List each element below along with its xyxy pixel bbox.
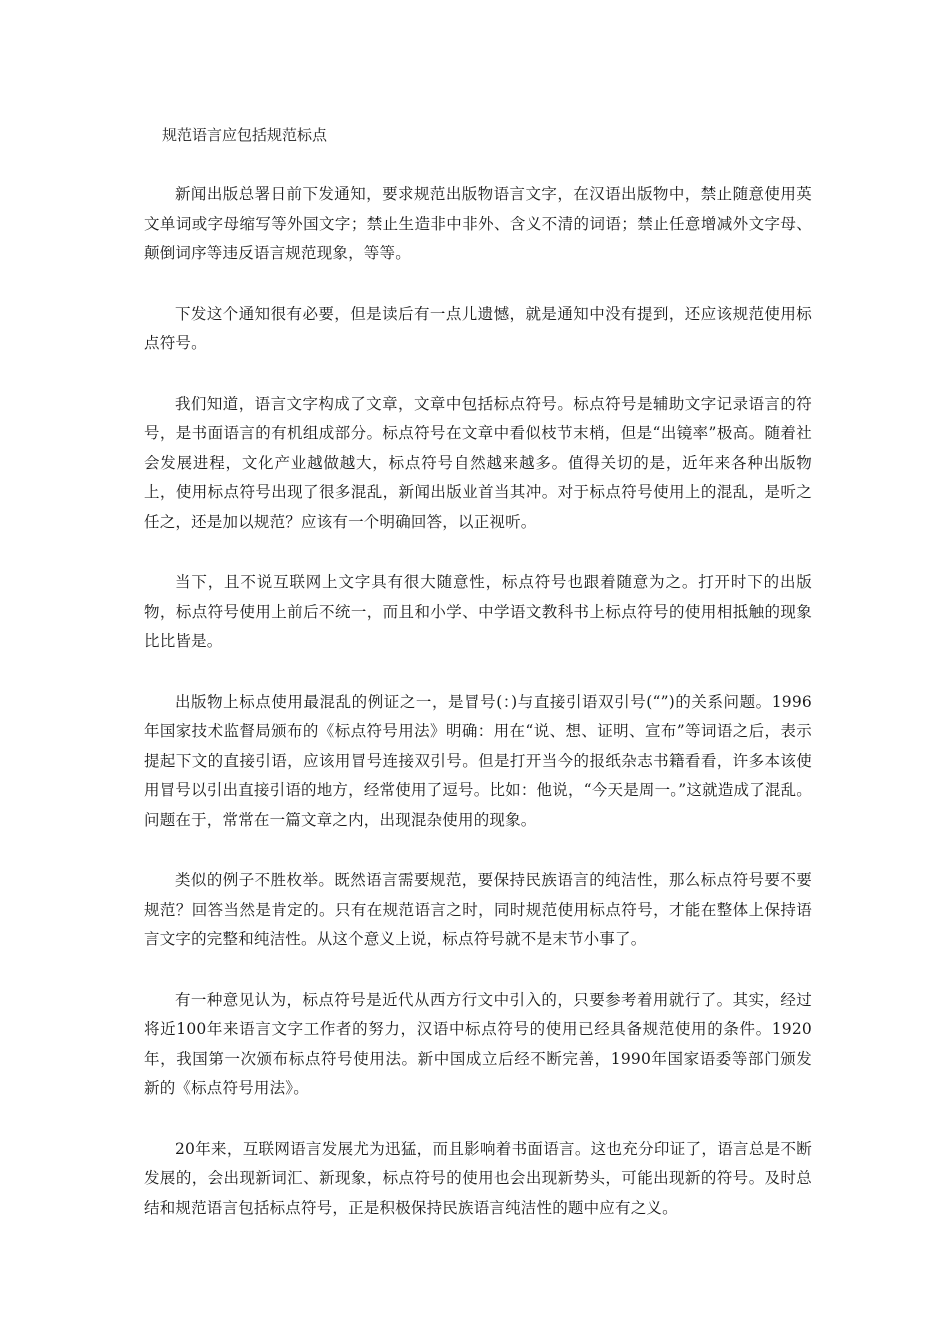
paragraph-3: 我们知道，语言文字构成了文章，文章中包括标点符号。标点符号是辅助文字记录语言的符号，是书面语言的有机组成部分。标点符号在文章中看似枝节末梢，但是“出镜率”极高。随着社会发展进程，文化产业越做越大，标点符号自然越来越多。值得关切的是，近年来各种出版物上，使用标点符号出现了很多混乱，新闻出版业首当其冲。对于标点符号使用上的混乱，是听之任之，还是加以规范？应该有一个明确回答，以正视听。 <box>144 394 812 531</box>
paragraph-6: 类似的例子不胜枚举。既然语言需要规范，要保持民族语言的纯洁性，那么标点符号要不要规范？回答当然是肯定的。只有在规范语言之时，同时规范使用标点符号，才能在整体上保持语言文字的完整和纯洁性。从这个意义上说，标点符号就不是末节小事了。 <box>144 871 812 948</box>
paragraph-4: 当下，且不说互联网上文字具有很大随意性，标点符号也跟着随意为之。打开时下的出版物，标点符号使用上前后不统一，而且和小学、中学语文教科书上标点符号的使用相抵触的现象比比皆是。 <box>144 573 812 650</box>
page-title: 规范语言应包括规范标点 <box>162 126 328 144</box>
paragraph-8: 20年来，互联网语言发展尤为迅猛，而且影响着书面语言。这也充分印证了，语言总是不断发展的，会出现新词汇、新现象，标点符号的使用也会出现新势头，可能出现新的符号。及时总结和规范语言包括标点符号，正是积极保持民族语言纯洁性的题中应有之义。 <box>144 1139 812 1217</box>
paragraph-5: 出版物上标点使用最混乱的例证之一，是冒号(：)与直接引语双引号(“”)的关系问题。1996年国家技术监督局颁布的《标点符号用法》明确：用在“说、想、证明、宣布”等词语之后，表示提起下文的直接引语，应该用冒号连接双引号。但是打开当今的报纸杂志书籍看看，许多本该使用冒号以引出直接引语的地方，经常使用了逗号。比如：他说，“今天是周一。”这就造成了混乱。问题在于，常常在一篇文章之内，出现混杂使用的现象。 <box>144 692 812 829</box>
paragraph-2: 下发这个通知很有必要，但是读后有一点儿遗憾，就是通知中没有提到，还应该规范使用标点符号。 <box>144 304 812 352</box>
article-body <box>144 180 812 1254</box>
paragraph-7: 有一种意见认为，标点符号是近代从西方行文中引入的，只要参考着用就行了。其实，经过将近100年来语言文字工作者的努力，汉语中标点符号的使用已经具备规范使用的条件。1920年，我国第一次颁布标点符号使用法。新中国成立后经不断完善，1990年国家语委等部门颁发新的《标点符号用法》。 <box>144 990 812 1097</box>
paragraph-1: 新闻出版总署日前下发通知，要求规范出版物语言文字，在汉语出版物中，禁止随意使用英文单词或字母缩写等外国文字；禁止生造非中非外、含义不清的词语；禁止任意增减外文字母、颠倒词序等违反语言规范现象，等等。 <box>144 185 812 262</box>
